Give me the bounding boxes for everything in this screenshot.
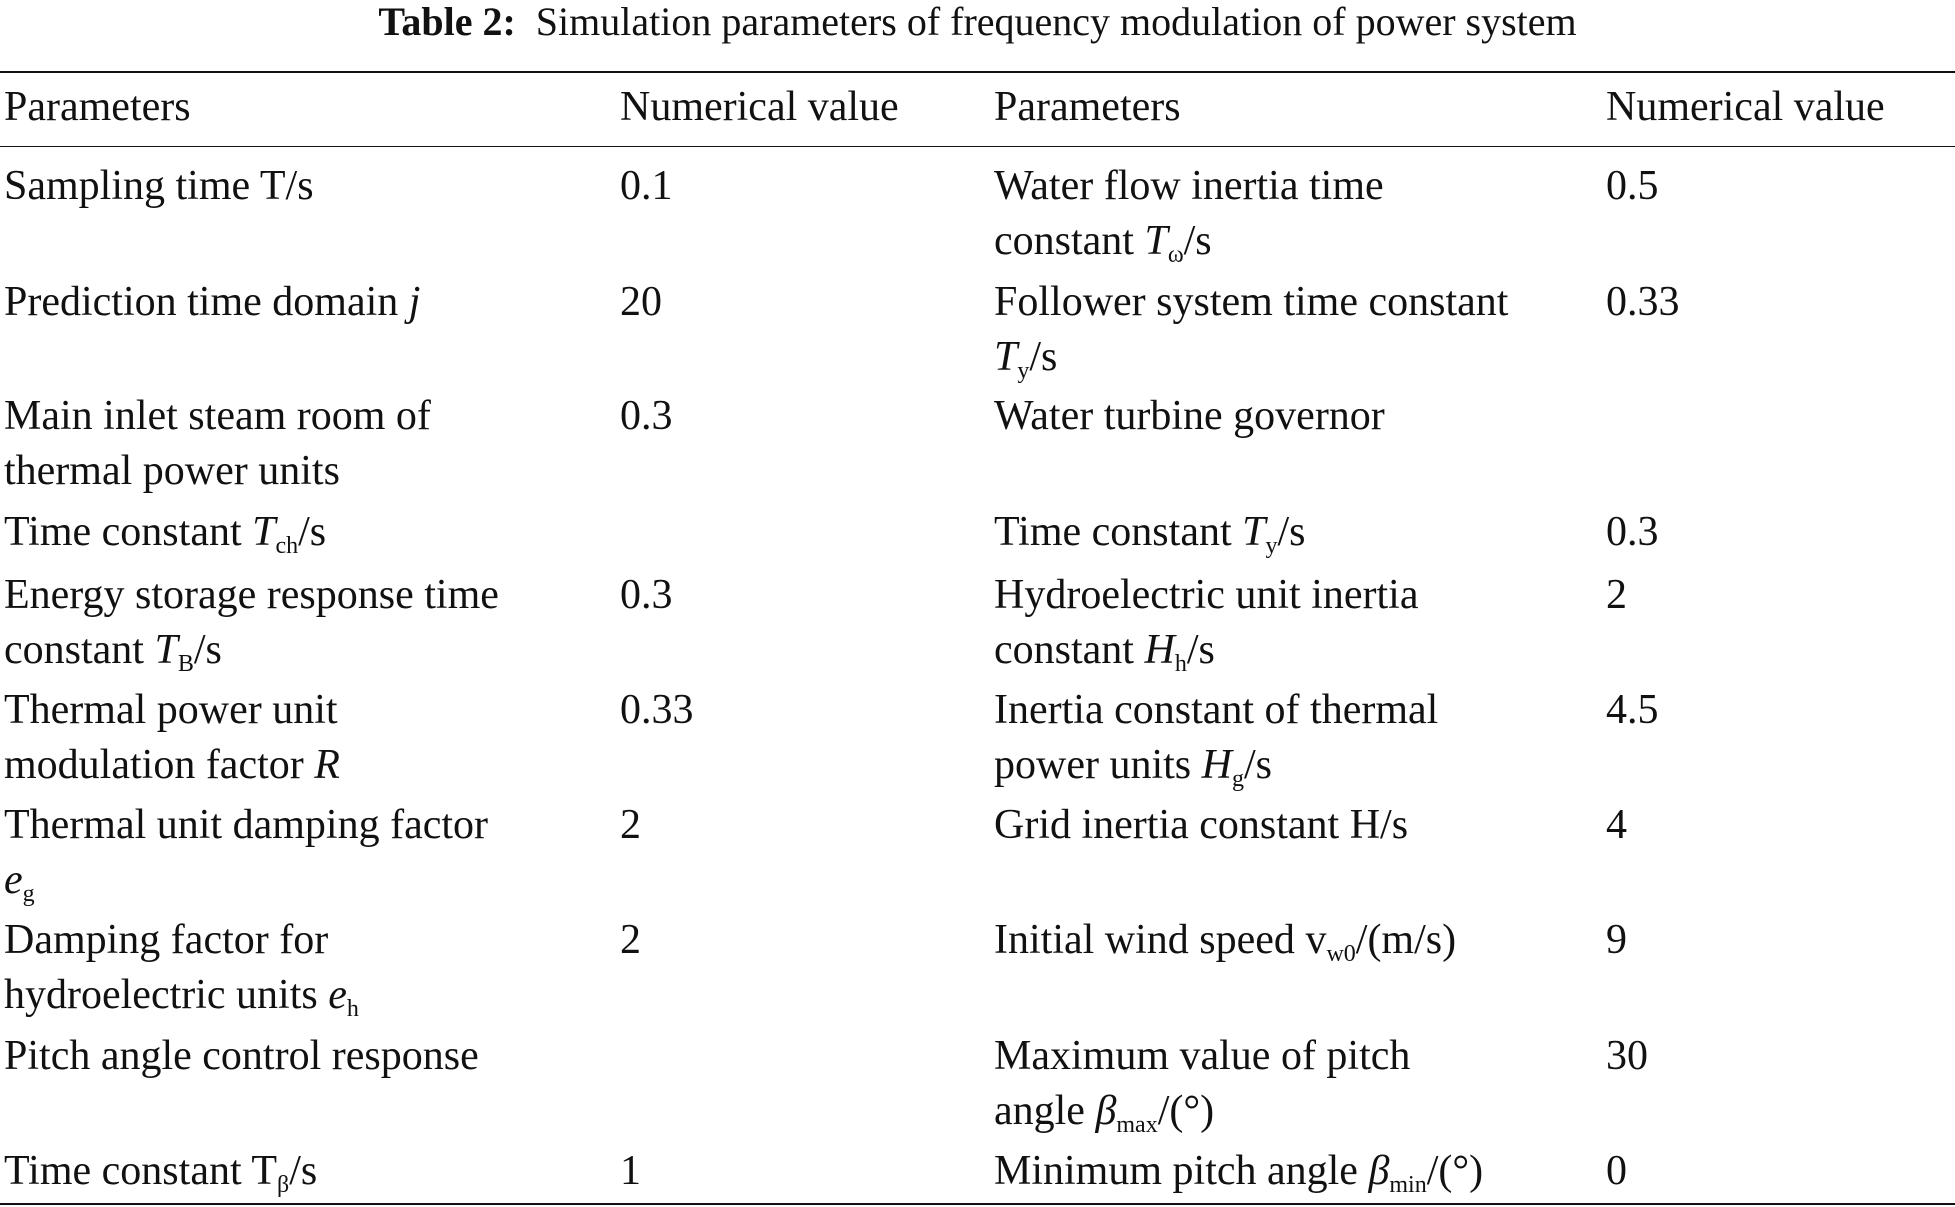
parameter-name: Hydroelectric unit inertia [994,572,1419,618]
parameter-name: Time constant $T_\beta/s$ [4,1148,318,1198]
parameter-name: Time constant $T_{ch}/s$ [4,509,327,559]
parameter-name: constant $H_h/s$ [994,627,1215,677]
table-caption [0,0,1955,44]
parameter-name: $T_y/s$ [994,334,1058,384]
caption-label: Table 2: [378,0,516,44]
parameter-value: 9 [1606,917,1627,963]
parameter-name: modulation factor R [4,742,340,788]
parameter-value: 0 [1606,1148,1627,1194]
parameter-value: 2 [620,802,641,848]
parameter-name: Main inlet steam room of [4,393,431,439]
parameter-value: 0.3 [620,572,673,618]
parameter-name: Thermal unit damping factor [4,802,489,848]
parameter-value: 0.3 [620,393,673,439]
parameter-value: 0.3 [1606,509,1659,555]
parameter-name: $e_g$ [4,857,35,907]
parameter-name: Maximum value of pitch [994,1033,1411,1079]
parameter-name: Sampling time T/s [4,163,314,209]
parameter-name: angle $\beta_{max}/(^\circ)$ [994,1088,1215,1138]
parameter-value: 2 [1606,572,1627,618]
parameter-value: 2 [620,917,641,963]
parameter-name: Inertia constant of thermal [994,687,1439,733]
parameter-name: Initial wind speed $v_{w0}/(m/s)$ [994,917,1457,967]
parameter-name: power units $H_g/s$ [994,742,1273,792]
parameter-name: constant $T_B/s$ [4,627,222,677]
column-header-1: Parameters [4,84,191,130]
parameter-name: Minimum pitch angle $\beta_{min}/(^\circ)$ [994,1148,1484,1198]
parameter-name: Water flow inertia time [994,163,1384,209]
parameter-name: hydroelectric units $e_h$ [4,972,359,1022]
parameter-name: Grid inertia constant H/s [994,802,1409,848]
parameter-name: thermal power units [4,448,340,494]
column-header-3: Parameters [994,84,1181,130]
parameter-name: constant $T_\omega/s$ [994,218,1212,268]
parameter-value: 4 [1606,802,1627,848]
caption-text: Simulation parameters of frequency modulation of power system [535,0,1577,44]
parameter-value: 20 [620,279,662,325]
parameter-value: 0.33 [620,687,694,733]
parameter-value: 30 [1606,1033,1648,1079]
parameter-value: 0.33 [1606,279,1680,325]
parameter-name: Prediction time domain j [4,279,421,325]
parameter-name: Energy storage response time [4,572,499,618]
parameter-value: 0.1 [620,163,673,209]
parameter-name: Thermal power unit [4,687,338,733]
bottom-rule [0,1203,1955,1205]
parameter-name: Follower system time constant [994,279,1509,325]
parameter-name: Water turbine governor [994,393,1385,439]
parameter-name: Pitch angle control response [4,1033,479,1079]
parameter-value: 4.5 [1606,687,1659,733]
column-header-2: Numerical value [620,84,899,130]
parameter-value: 0.5 [1606,163,1659,209]
parameter-name: Time constant $T_y/s$ [994,509,1306,559]
column-header-4: Numerical value [1606,84,1885,130]
header-rule [0,146,1955,147]
top-rule [0,71,1955,73]
parameter-name: Damping factor for [4,917,329,963]
parameter-value: 1 [620,1148,641,1194]
